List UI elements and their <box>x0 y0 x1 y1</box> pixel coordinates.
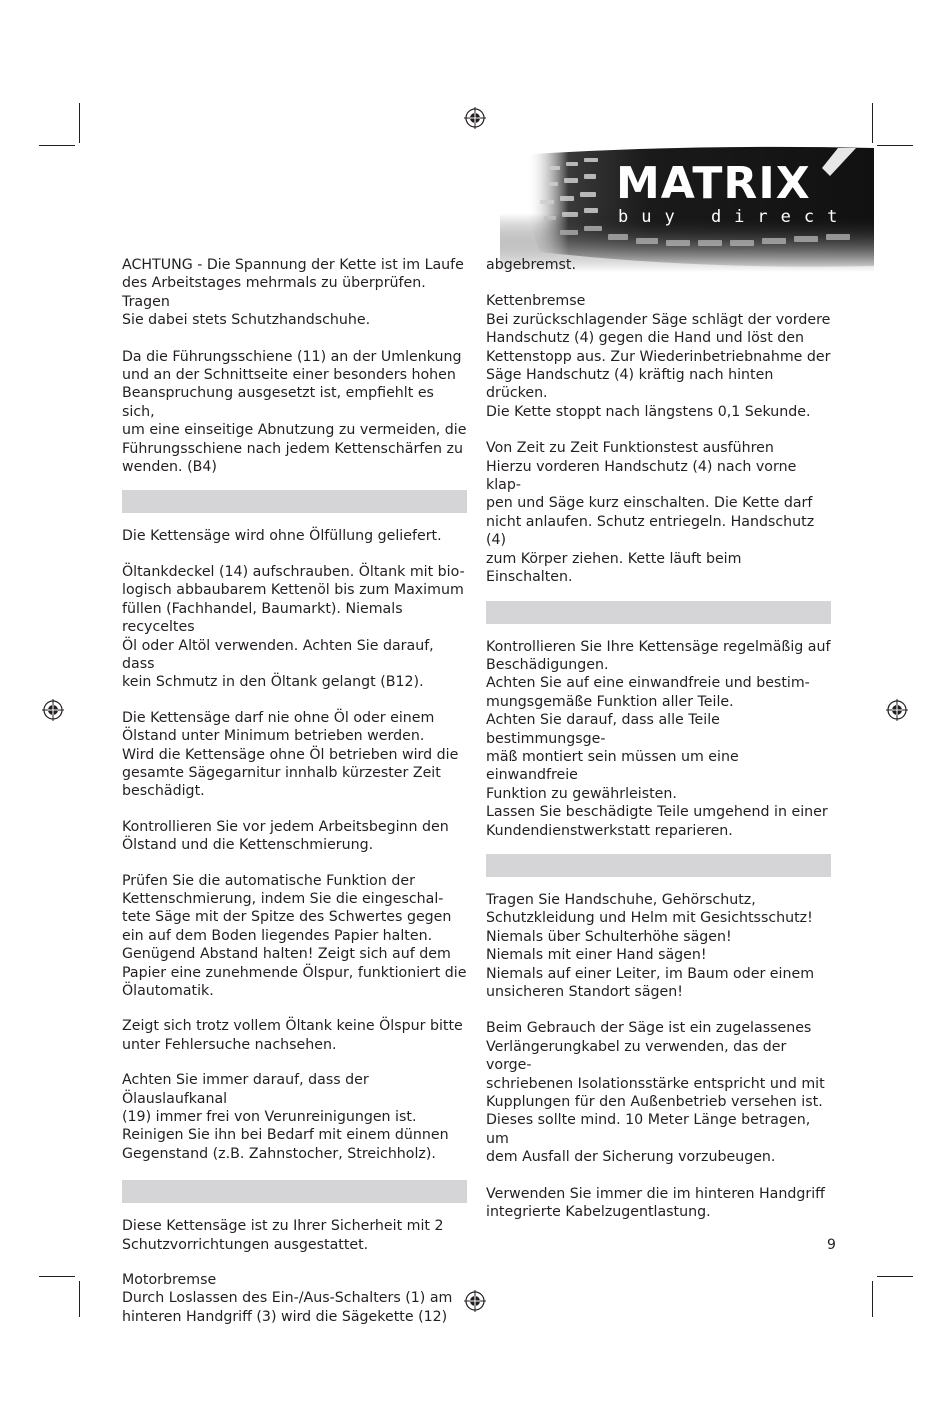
paragraph: Zeigt sich trotz vollem Öltank keine Ölspur bitte unter Fehlersuche nachsehen. <box>122 1018 463 1053</box>
paragraph: ACHTUNG - Die Spannung der Kette ist im Laufe des Arbeitstages mehrmals zu überprüfen. Tragen Sie dabei stets Schutzhandschuhe. <box>122 257 464 329</box>
paragraph: Kontrollieren Sie Ihre Kettensäge regelmäßig auf Beschädigungen. Achten Sie auf eine einwandfreie und bestim- mungsgemäße Funktion aller Teile. Achten Sie darauf, dass alle Teile bestimmungsge- mäß montiert sein müssen um eine einwandfreie Funktion zu gewährleisten. Lassen Sie beschädigte Teile umgehend in einer Kundendienstwerkstatt reparieren. <box>486 638 831 839</box>
paragraph: Beim Gebrauch der Säge ist ein zugelassenes Verlängerungkabel zu verwenden, das der vorge- schriebenen Isolationsstärke entspricht und mit Kupplungen für den Außenbetrieb versehen ist. Dieses sollte mind. 10 Meter Länge betragen, um dem Ausfall der Sicherung vorzubeugen. <box>486 1020 825 1166</box>
paragraph: abgebremst. <box>486 257 576 273</box>
crop-mark-icon <box>877 1276 913 1277</box>
matrix-logo <box>500 142 874 272</box>
page-number: 9 <box>827 1237 836 1253</box>
logo-tagline: buy direct <box>618 207 851 227</box>
section-heading-bar <box>486 601 831 624</box>
crop-mark-icon <box>39 145 75 146</box>
registration-mark-icon <box>464 1290 486 1312</box>
paragraph: Da die Führungsschiene (11) an der Umlenkung und an der Schnittseite einer besonders hohen Beanspruchung ausgesetzt ist, empfiehlt es sich, um eine einseitige Abnutzung zu vermeiden, die Führungsschiene nach jedem Kettenschärfen zu wenden. (B4) <box>122 348 467 476</box>
paragraph: Die Kettensäge darf nie ohne Öl oder einem Ölstand unter Minimum betrieben werden. Wird die Kettensäge ohne Öl betrieben wird die gesamte Sägegarnitur innhalb kürzester Zeit beschädigt. <box>122 709 459 800</box>
registration-mark-icon <box>42 699 64 721</box>
paragraph: Prüfen Sie die automatische Funktion der Kettenschmierung, indem Sie die eingeschal- tete Säge mit der Spitze des Schwertes gegen ein auf dem Boden liegendes Papier halten. Genügend Abstand halten! Zeigt sich auf dem Papier eine zunehmende Ölspur, funktioniert die Ölautomatik. <box>122 872 467 999</box>
paragraph: Kettenbremse Bei zurückschlagender Säge schlägt der vordere Handschutz (4) gegen die Hand und löst den Kettenstopp aus. Zur Wiederinbetriebnahme der Säge Handschutz (4) kräftig nach hinten drücken. Die Kette stoppt nach längstens 0,1 Sekunde. <box>486 293 831 420</box>
crop-mark-icon <box>877 145 913 146</box>
crop-mark-icon <box>872 103 873 143</box>
paragraph: Von Zeit zu Zeit Funktionstest ausführen Hierzu vorderen Handschutz (4) nach vorne klap- pen und Säge kurz einschalten. Die Kette darf nicht anlaufen. Schutz entriegeln. Handschutz (4) zum Körper ziehen. Kette läuft beim Einschalten. <box>486 440 815 586</box>
section-heading-bar <box>486 854 831 877</box>
paragraph: Öltankdeckel (14) aufschrauben. Öltank mit bio- logisch abbaubarem Kettenöl bis zum Maximum füllen (Fachhandel, Baumarkt). Niemals recyceltes Öl oder Altöl verwenden. Achten Sie darauf, dass kein Schmutz in den Öltank gelangt (B12). <box>122 563 465 691</box>
section-heading-bar <box>122 490 467 513</box>
paragraph: Achten Sie immer darauf, dass der Ölauslaufkanal (19) immer frei von Verunreinigungen ist. Reinigen Sie ihn bei Bedarf mit einem dünnen Gegenstand (z.B. Zahnstocher, Streichholz). <box>122 1072 449 1162</box>
crop-mark-icon <box>79 1281 80 1317</box>
paragraph: Diese Kettensäge ist zu Ihrer Sicherheit mit 2 Schutzvorrichtungen ausgestattet. <box>122 1218 444 1253</box>
paragraph: Kontrollieren Sie vor jedem Arbeitsbeginn den Ölstand und die Kettenschmierung. <box>122 818 449 854</box>
section-heading-bar <box>122 1180 467 1203</box>
registration-mark-icon <box>886 699 908 721</box>
paragraph: Verwenden Sie immer die im hinteren Handgriff integrierte Kabelzugentlastung. <box>486 1185 825 1221</box>
crop-mark-icon <box>79 103 80 143</box>
crop-mark-icon <box>39 1276 75 1277</box>
registration-mark-icon <box>464 107 486 129</box>
right-column <box>486 256 831 1221</box>
crop-mark-icon <box>872 1281 873 1317</box>
paragraph: Tragen Sie Handschuhe, Gehörschutz, Schutzkleidung und Helm mit Gesichtsschutz! Niemals über Schulterhöhe sägen! Niemals mit einer Hand sägen! Niemals auf einer Leiter, im Baum oder einem unsicheren Standort sägen! <box>486 891 815 1000</box>
logo-name: MATRIX <box>616 158 811 209</box>
paragraph: Die Kettensäge wird ohne Ölfüllung geliefert. <box>122 528 442 545</box>
left-column <box>122 256 467 1326</box>
paragraph: Motorbremse Durch Loslassen des Ein-/Aus-Schalters (1) am hinteren Handgriff (3) wird die Sägekette (12) <box>122 1272 453 1325</box>
